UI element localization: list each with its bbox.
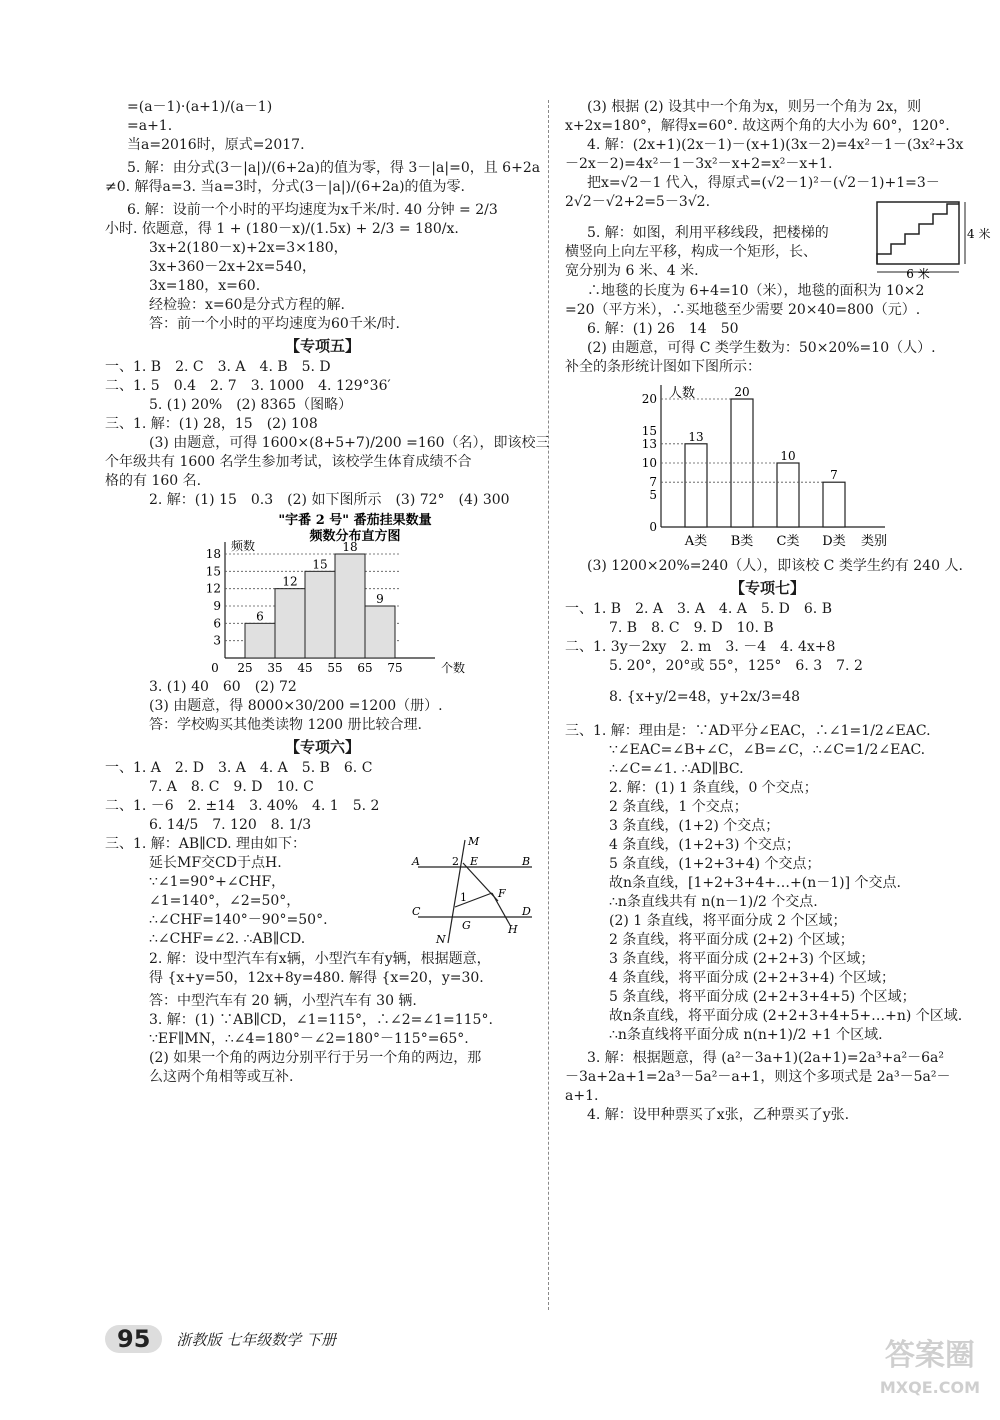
geo-label-B: B	[522, 855, 531, 868]
hist-bar	[275, 589, 305, 658]
parallel-lines-figure	[410, 835, 540, 945]
text-line: =a+1.	[127, 118, 173, 134]
bar-value-label: 20	[734, 385, 750, 399]
text-line: ∴∠CHF=140°－90°=50°.	[149, 912, 328, 928]
bar-category-label: C类	[776, 534, 800, 549]
text-line: 7. B 8. C 9. D 10. B	[609, 620, 774, 636]
bar-value-label: 13	[688, 429, 704, 444]
bar-y-tick-label: 15	[641, 424, 657, 438]
geo-label-M: M	[468, 835, 480, 848]
text-line: 得 {x+y=50，12x+8y=480. 解得 {x=20，y=30.	[149, 970, 484, 986]
hist-bar-value: 9	[376, 592, 384, 606]
text-line: a+1.	[565, 1088, 599, 1104]
text-line: ∵EF∥MN，∴∠4=180°－∠2=180°－115°=65°.	[149, 1031, 469, 1047]
text-line: 2 条直线，1 个交点；	[609, 799, 748, 815]
hist-x-tick-label: 25	[237, 661, 253, 675]
text-line: (3) 由题意，可得 1600×(8+5+7)/200 =160（名），即该校三	[149, 435, 550, 451]
text-line: 宽分别为 6 米、4 米.	[565, 263, 699, 279]
text-line: ∵∠EAC=∠B+∠C，∠B=∠C，∴∠C=1/2∠EAC.	[609, 742, 926, 758]
text-line: 三、1. 解：AB∥CD. 理由如下：	[105, 836, 307, 852]
text-line: 2√2－√2+2=5－3√2.	[565, 194, 711, 210]
text-line: 三、1. 解：理由是：∵AD平分∠EAC，∴∠1=1/2∠EAC.	[565, 723, 931, 739]
section-title-5: 【专项五】	[284, 337, 360, 355]
text-line: 二、1. 3y－2xy 2. m 3. －4 4. 4x+8	[565, 639, 836, 655]
text-line: 答：中型汽车有 20 辆，小型汽车有 30 辆.	[149, 993, 417, 1009]
geo-label-A: A	[412, 855, 420, 868]
text-line: 二、1. －6 2. ±14 3. 40% 4. 1 5. 2	[105, 798, 380, 814]
text-line: ∠1=140°，∠2=50°，	[149, 893, 301, 909]
text-line: 2 条直线，将平面分成 (2+2) 个区域；	[609, 932, 854, 948]
text-line: ∴n条直线将平面分成 n(n+1)/2 +1 个区域.	[609, 1027, 883, 1043]
text-line: ∴n条直线共有 n(n－1)/2 个交点.	[609, 894, 818, 910]
text-line: 经检验：x=60是分式方程的解.	[149, 297, 345, 313]
left-column	[105, 98, 550, 1087]
text-line: =20（平方米），∴买地毯至少需要 20×40=800（元）.	[565, 302, 921, 318]
bar-rect	[777, 463, 799, 527]
text-line: 一、1. A 2. D 3. A 4. A 5. B 6. C	[105, 760, 373, 776]
text-line: 延长MF交CD于点H.	[149, 855, 282, 871]
text-line: 当a=2016时，原式=2017.	[127, 137, 305, 153]
text-line: (2) 1 条直线，将平面分成 2 个区域；	[609, 913, 847, 929]
text-line: ≠0. 解得a=3. 当a=3时，分式(3－|a|)/(6+2a)的值为零.	[105, 179, 466, 195]
geo-label-G: G	[462, 919, 471, 932]
text-line: 2. 解：(1) 1 条直线，0 个交点；	[609, 780, 818, 796]
hist-x-tick-label: 55	[327, 661, 343, 675]
text-line: x+2x=180°，解得x=60°. 故这两个角的大小为 60°，120°.	[565, 118, 950, 134]
text-line: ∴∠CHF=∠2. ∴AB∥CD.	[149, 931, 306, 947]
text-line: 故n条直线，将平面分成 (2+2+3+4+5+…+n) 个区域.	[609, 1008, 963, 1024]
text-line: 3x+360－2x+2x=540，	[149, 259, 317, 275]
text-line: 3x=180，x=60.	[149, 278, 261, 294]
text-line: 4 条直线，(1+2+3) 个交点；	[609, 837, 800, 853]
text-line: 5. (1) 20% (2) 8365（图略）	[149, 397, 353, 413]
bar-chart	[625, 377, 925, 557]
right-column	[565, 98, 991, 1125]
stairs-height-label: 4 米	[967, 227, 991, 241]
text-line: 4 条直线，将平面分成 (2+2+3+4) 个区域；	[609, 970, 896, 986]
geo-label-H: H	[508, 923, 518, 936]
text-line: 3 条直线，将平面分成 (2+2+3) 个区域；	[609, 951, 875, 967]
hist-y-tick-label: 9	[213, 599, 221, 613]
geo-label-N: N	[436, 933, 446, 946]
text-line: 4. 解：设甲种票买了x张，乙种票买了y张.	[587, 1107, 850, 1123]
text-line: 二、1. 5 0.4 2. 7 3. 1000 4. 129°36′	[105, 378, 391, 394]
bar-rect	[685, 444, 707, 527]
text-line: 6. 解：设前一个小时的平均速度为x千米/时. 40 分钟 = 2/3	[127, 202, 498, 218]
watermark-logo	[880, 1340, 980, 1404]
text-line: 5. 解：如图，利用平移线段，把楼梯的	[587, 225, 829, 241]
geo-label-1: 1	[460, 891, 467, 904]
geo-label-2: 2	[452, 855, 459, 868]
bar-y-label: 人数	[669, 386, 696, 401]
stairs-width-label: 6 米	[906, 267, 930, 281]
text-line: ∴地毯的长度为 6+4=10（米），地毯的面积为 10×2	[587, 283, 925, 299]
hist-bar	[305, 571, 335, 658]
text-line: 5. 20°，20°或 55°，125° 6. 3 7. 2	[609, 658, 863, 674]
hist-bar-value: 12	[282, 574, 298, 589]
text-line: 一、1. B 2. A 3. A 4. A 5. D 6. B	[565, 601, 832, 617]
hist-y-tick-label: 15	[205, 564, 221, 579]
text-line: 8. {x+y/2=48，y+2x/3=48	[609, 689, 801, 705]
bar-category-label: B类	[730, 534, 754, 549]
text-line: 3 条直线，(1+2) 个交点；	[609, 818, 780, 834]
geo-label-C: C	[412, 905, 421, 918]
text-line: 个年级共有 1600 名学生参加考试，该校学生体育成绩不合	[105, 454, 472, 470]
text-line: 把x=√2－1 代入，得原式=(√2－1)²－(√2－1)+1=3－	[587, 175, 940, 191]
text-line: 5 条直线，(1+2+3+4) 个交点；	[609, 856, 821, 872]
text-line: 4. 解：(2x+1)(2x－1)－(x+1)(3x－2)=4x²－1－(3x²+3x	[587, 137, 964, 153]
bar-category-label: D类	[822, 534, 846, 549]
text-line: 故n条直线，[1+2+3+4+…+(n－1)] 个交点.	[609, 875, 901, 891]
text-line: (2) 如果一个角的两边分别平行于另一个角的两边，那	[149, 1050, 482, 1066]
hist-bar	[245, 623, 275, 658]
text-line: ∵∠1=90°+∠CHF，	[149, 874, 286, 890]
hist-y-label: 频数	[231, 539, 256, 553]
geo-label-E: E	[470, 855, 479, 868]
bar-y-tick-label: 10	[641, 456, 657, 470]
text-line: 7. A 8. C 9. D 10. C	[149, 779, 314, 795]
text-line: －3a+2a+1=2a³－5a²－a+1，则这个多项式是 2a³－5a²－	[565, 1069, 951, 1085]
text-line: 2. 解：(1) 15 0.3 (2) 如下图所示 (3) 72° (4) 300	[149, 492, 510, 508]
text-line: 么这两个角相等或互补.	[149, 1069, 294, 1085]
proof-with-figure	[105, 835, 540, 950]
text-line: (3) 由题意，得 8000×30/200 =1200（册）.	[149, 698, 443, 714]
stairs-block	[565, 212, 991, 282]
text-line: 答：前一个小时的平均速度为60千米/时.	[149, 316, 400, 332]
page-footer	[105, 1325, 336, 1353]
text-line: －2x－2)=4x²－1－3x²－x+2=x²－x+1.	[565, 156, 833, 172]
text-line: 三、1. 解：(1) 28，15 (2) 108	[105, 416, 318, 432]
text-line: ∴∠C=∠1. ∴AD∥BC.	[609, 761, 744, 777]
text-line: (3) 根据 (2) 设其中一个角为x，则另一个角为 2x，则	[587, 99, 922, 115]
section-title-7: 【专项七】	[729, 579, 805, 597]
bar-x-label: 类别	[861, 534, 888, 549]
text-line: =(a－1)·(a+1)/(a－1)	[127, 99, 273, 115]
geo-label-F: F	[498, 887, 506, 900]
bar-rect	[823, 482, 845, 527]
hist-x-tick-label: 0	[211, 661, 219, 675]
text-line: 横竖向上向左平移，构成一个矩形，长、	[565, 244, 817, 260]
text-line: 格的有 160 名.	[105, 473, 202, 489]
text-line: 6. 解：(1) 26 14 50	[587, 321, 739, 337]
histogram-chart	[185, 510, 525, 678]
bar-value-label: 7	[830, 468, 838, 483]
geo-label-D: D	[522, 905, 531, 918]
text-line: 2. 解：设中型汽车有x辆，小型汽车有y辆，根据题意，	[149, 951, 491, 967]
hist-title-1: "宇番 2 号" 番茄挂果数量	[278, 513, 432, 528]
footer-book-title: 浙教版 七年级数学 下册	[176, 1330, 336, 1349]
hist-x-tick-label: 35	[267, 661, 283, 675]
text-line: 5. 解：由分式(3－|a|)/(6+2a)的值为零，得 3－|a|=0，且 6+2a	[127, 160, 541, 176]
hist-title-2: 频数分布直方图	[309, 529, 401, 544]
column-divider	[548, 100, 549, 1310]
hist-x-tick-label: 45	[297, 661, 313, 675]
section-title-6: 【专项六】	[284, 738, 360, 756]
hist-y-tick-label: 12	[205, 581, 221, 596]
watermark-line-2: MXQE.COM	[879, 1378, 980, 1397]
text-line: 3. (1) 40 60 (2) 72	[149, 679, 297, 695]
hist-bar-value: 6	[256, 609, 264, 624]
hist-bar-value: 15	[312, 557, 328, 572]
text-line: (3) 1200×20%=240（人），即该校 C 类学生约有 240 人.	[587, 558, 963, 574]
bar-y-tick-label: 20	[641, 392, 657, 406]
hist-y-tick-label: 18	[205, 547, 221, 561]
bar-y-tick-label: 13	[641, 436, 657, 451]
hist-bar	[365, 606, 395, 658]
watermark-line-1: 答案圈	[884, 1338, 975, 1373]
bar-y-tick-label: 7	[649, 475, 657, 490]
text-line: 3. 解：根据题意，得 (a²－3a+1)(2a+1)=2a³+a²－6a²	[587, 1050, 944, 1066]
bar-category-label: A类	[684, 534, 708, 549]
text-line: 6. 14/5 7. 120 8. 1/3	[149, 817, 312, 833]
hist-y-tick-label: 6	[213, 616, 221, 631]
text-line: 3. 解：(1) ∵AB∥CD，∠1=115°，∴∠2=∠1=115°.	[149, 1012, 493, 1028]
stairs-figure	[865, 200, 991, 282]
text-line: 补全的条形统计图如下图所示：	[565, 359, 761, 375]
text-line: (2) 由题意，可得 C 类学生数为：50×20%=10（人）.	[587, 340, 936, 356]
hist-x-tick-label: 75	[387, 661, 403, 675]
bar-y-tick-label: 0	[649, 520, 657, 534]
hist-x-label: 个数	[441, 661, 466, 675]
hist-x-tick-label: 65	[357, 661, 373, 675]
text-line: 答：学校购买其他类读物 1200 册比较合理.	[149, 717, 422, 733]
text-line: 一、1. B 2. C 3. A 4. B 5. D	[105, 359, 331, 375]
hist-y-tick-label: 3	[213, 633, 221, 648]
hist-bar	[335, 554, 365, 658]
text-line: 5 条直线，将平面分成 (2+2+3+4+5) 个区域；	[609, 989, 916, 1005]
hist-bar-value: 18	[342, 540, 358, 554]
text-line: 小时. 依题意，得 1 + (180－x)/(1.5x) + 2/3 = 180/x.	[105, 221, 459, 237]
bar-y-tick-label: 5	[649, 488, 657, 502]
page-number: 95	[105, 1325, 162, 1353]
text-line: 3x+2(180－x)+2x=3×180，	[149, 240, 348, 256]
bar-value-label: 10	[780, 449, 796, 463]
